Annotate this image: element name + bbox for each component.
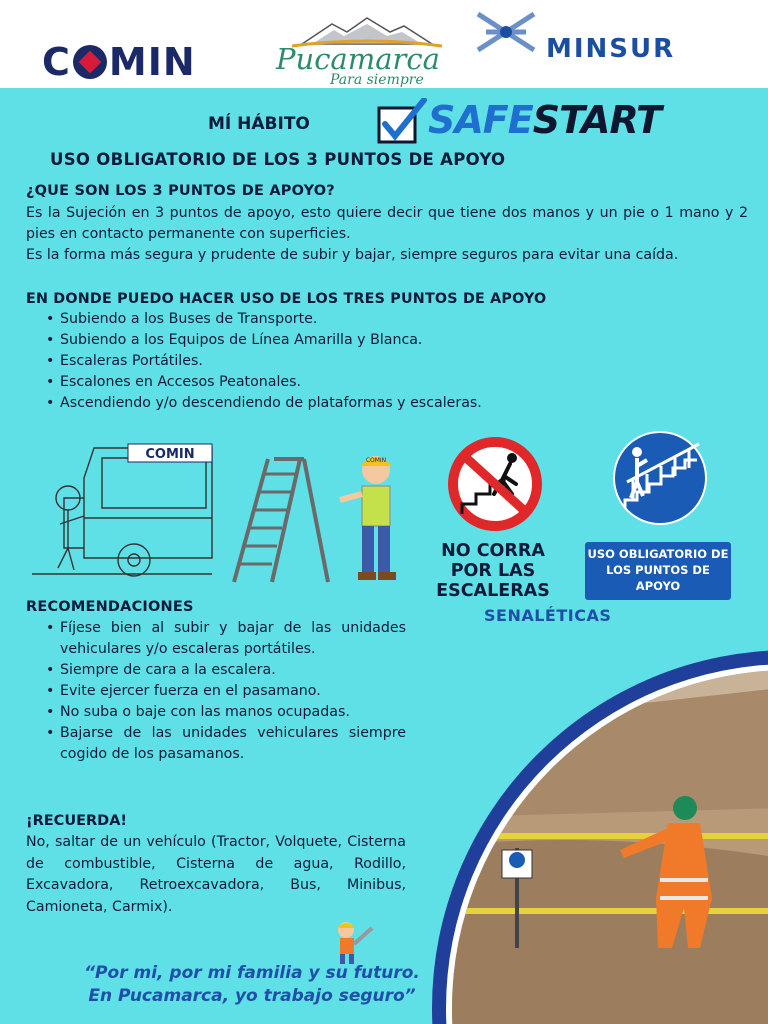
list-item: • Evite ejercer fuerza en el pasamano. <box>26 681 406 702</box>
donde-list <box>26 309 746 414</box>
donde-heading: EN DONDE PUEDO HACER USO DE LOS TRES PUNTOS DE APOYO <box>26 291 547 307</box>
bus-comin-label: COMIN <box>145 447 195 462</box>
que-son-paragraph-2: Es la forma más segura y prudente de subir y bajar, siempre seguros para evitar una caída. <box>26 247 679 263</box>
que-son-paragraph-1: Es la Sujeción en 3 puntos de apoyo, esto quiere decir que tiene dos manos y un pie o 1 mano y 2 pies en contacto permanente con superficies. <box>26 205 748 242</box>
minsur-logo: MINSUR <box>546 34 676 64</box>
safestart-logo <box>376 98 706 148</box>
no-corra-text: NO CORRA POR LAS ESCALERAS <box>436 541 550 601</box>
poster-body <box>0 88 768 1024</box>
no-running-sign-icon <box>432 436 558 532</box>
recomendaciones-list <box>26 618 406 765</box>
list-item: • Siempre de cara a la escalera. <box>26 660 406 681</box>
recuerda-heading: ¡RECUERDA! <box>26 813 128 829</box>
header-bar <box>0 0 768 88</box>
list-item: • Escaleras Portátiles. <box>26 351 746 372</box>
list-item: • Fíjese bien al subir y bajar de las unidades vehiculares y/o escaleras portátiles. <box>26 618 406 660</box>
handrail-required-sign-icon <box>597 430 723 526</box>
comin-logo-min: MIN <box>108 40 196 84</box>
ladder-worker-illustration <box>228 444 408 584</box>
list-item: • Subiendo a los Equipos de Línea Amarilla y Blanca. <box>26 330 746 351</box>
list-item: • Escalones en Accesos Peatonales. <box>26 372 746 393</box>
quote-line-2: En Pucamarca, yo trabajo seguro” <box>88 986 416 1006</box>
bus-illustration <box>24 438 214 588</box>
pucamarca-logo <box>272 14 462 88</box>
pucamarca-logo-text: Pucamarca <box>276 42 440 76</box>
comin-logo-mark-icon <box>73 45 107 79</box>
senaleticas-label: SENALÉTICAS <box>484 606 612 625</box>
comin-logo-c: C <box>42 40 71 84</box>
worker-photo <box>420 648 768 1024</box>
uso-obligatorio-text: USO OBLIGATORIO DE LOS PUNTOS DE APOYO <box>587 547 729 593</box>
recomendaciones-heading: RECOMENDACIONES <box>26 599 194 615</box>
uso-obligatorio-sign <box>585 542 731 600</box>
habito-label: MÍ HÁBITO <box>208 114 310 134</box>
minsur-emblem-icon <box>474 8 538 56</box>
checkbox-check-icon <box>376 98 428 148</box>
worker-mascot-icon <box>328 918 378 966</box>
pucamarca-tagline: Para siempre <box>330 72 424 88</box>
comin-logo <box>42 40 196 84</box>
list-item: • No suba o baje con las manos ocupadas. <box>26 702 406 723</box>
main-title: USO OBLIGATORIO DE LOS 3 PUNTOS DE APOYO <box>50 150 506 169</box>
safestart-safe: SAFE <box>428 98 533 142</box>
safety-quote <box>32 962 472 1008</box>
safestart-start: START <box>532 98 661 142</box>
quote-line-1: “Por mi, por mi familia y su futuro. <box>84 963 420 983</box>
que-son-heading: ¿QUE SON LOS 3 PUNTOS DE APOYO? <box>26 183 335 199</box>
safestart-text <box>428 98 661 142</box>
list-item: • Bajarse de las unidades vehiculares siempre cogido de los pasamanos. <box>26 723 406 765</box>
list-item: • Subiendo a los Buses de Transporte. <box>26 309 746 330</box>
helmet-comin-label: COMIN <box>365 457 387 464</box>
list-item: • Ascendiendo y/o descendiendo de plataformas y escaleras. <box>26 393 746 414</box>
recuerda-text: No, saltar de un vehículo (Tractor, Volquete, Cisterna de combustible, Cisterna de agua, Rodillo, Excavadora, Retroexcavadora, Bus, Minibus, Camioneta, Carmix). <box>26 834 406 915</box>
